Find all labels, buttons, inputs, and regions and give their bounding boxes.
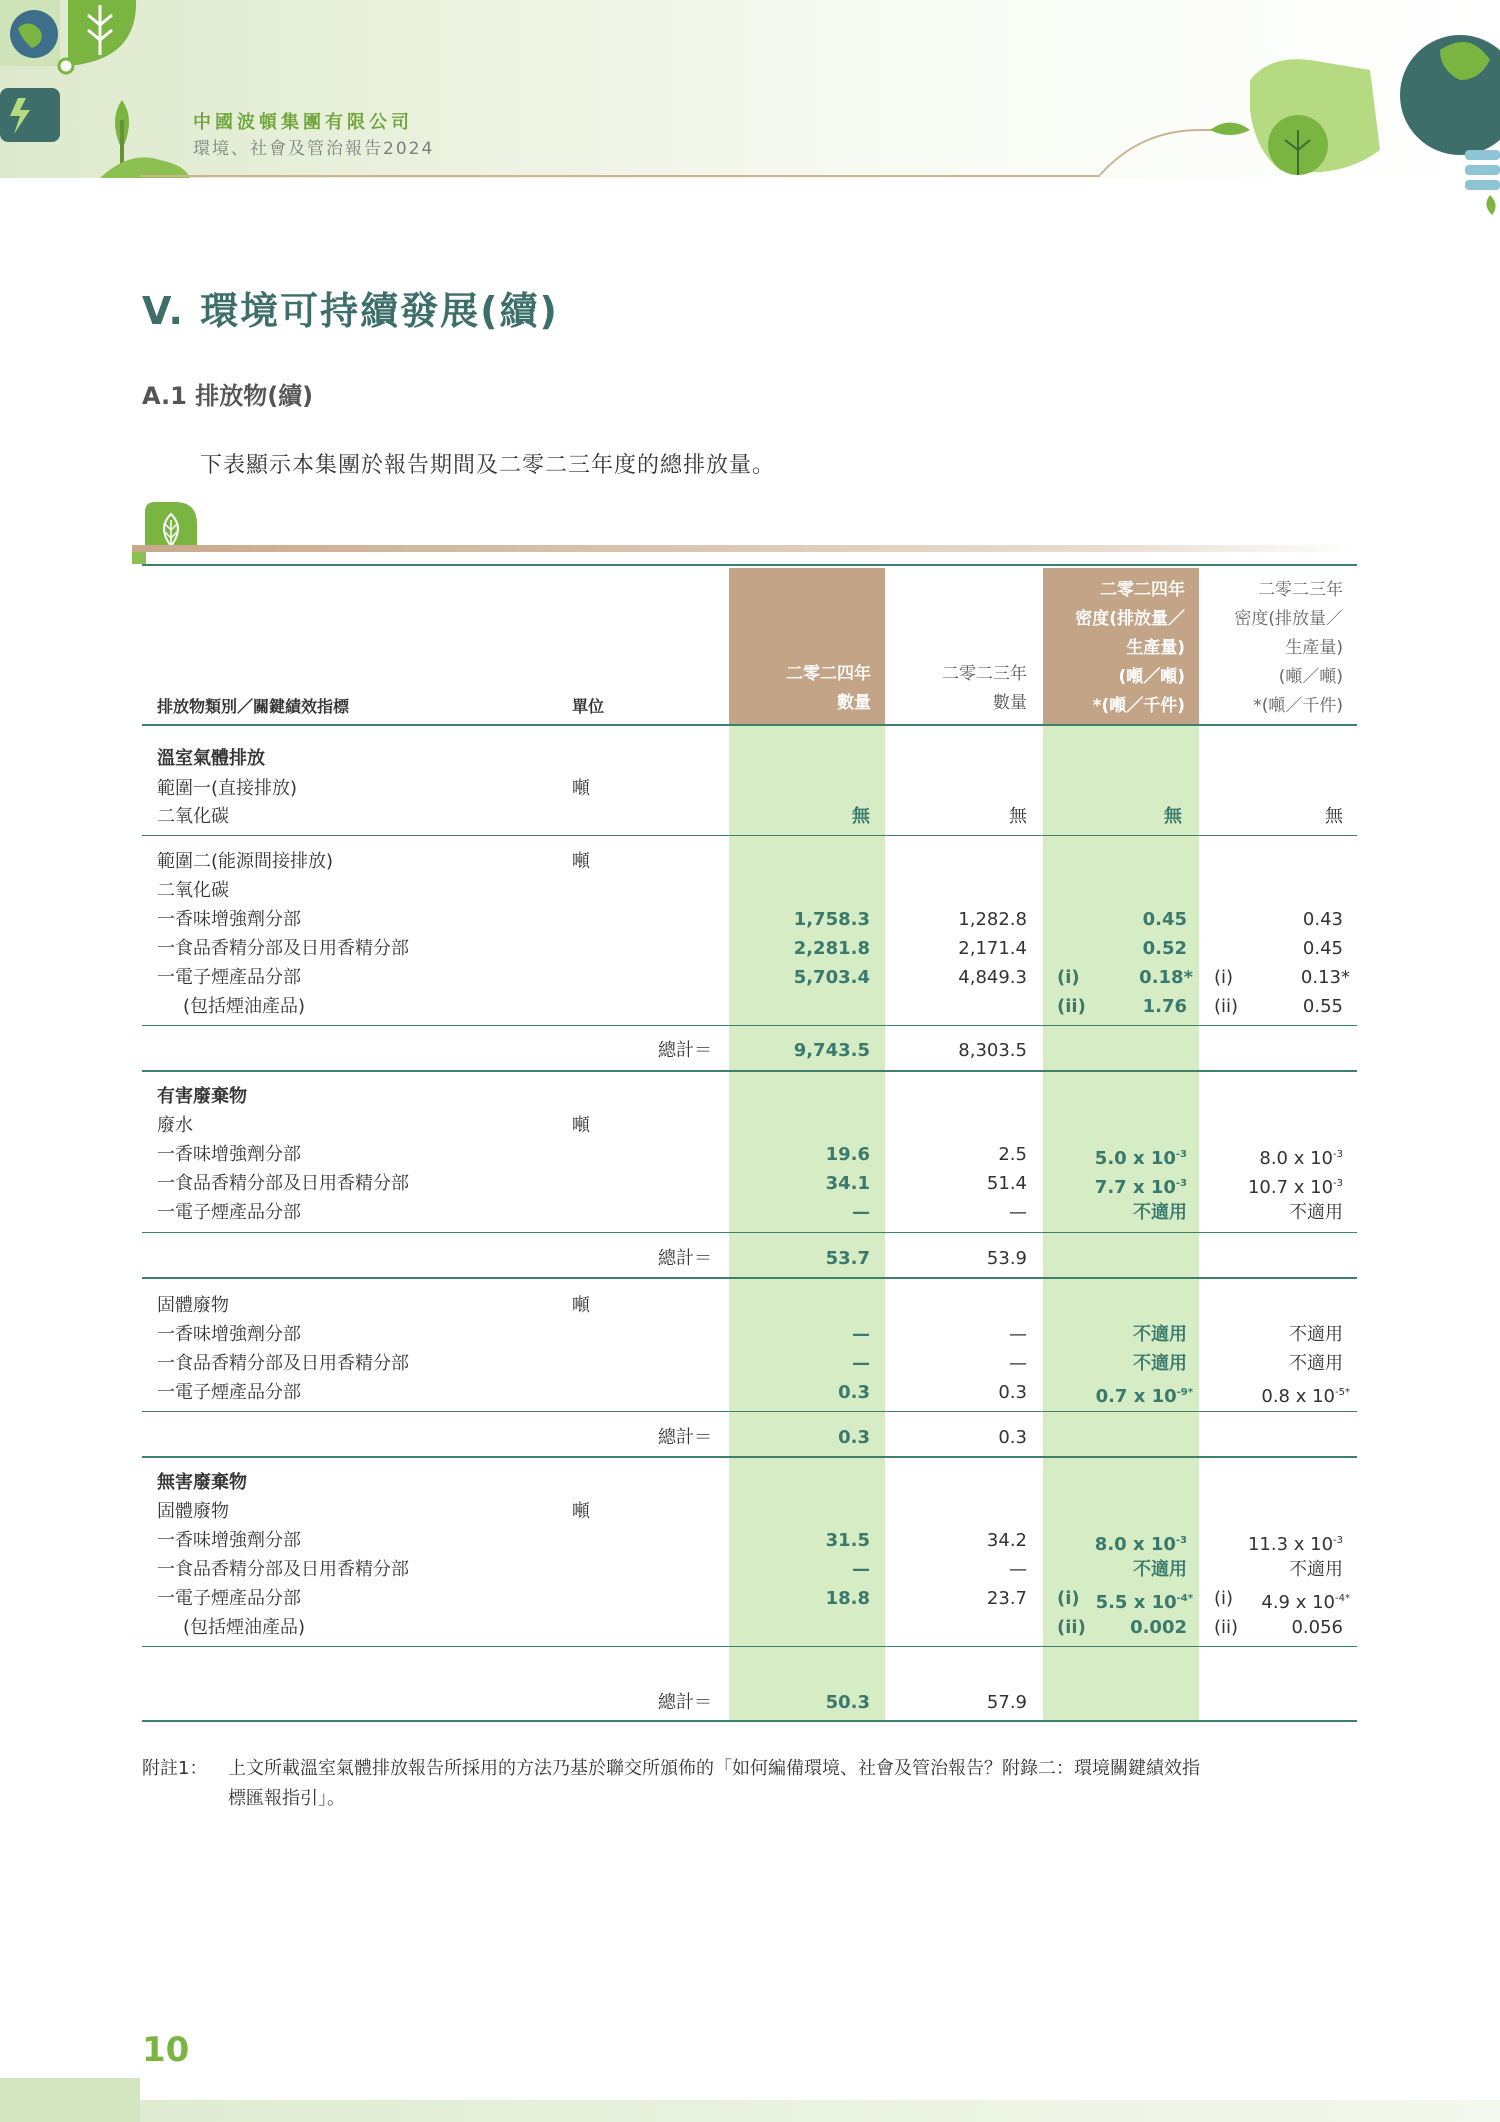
nhw-d2023-mark-ii: (ii): [1214, 1617, 1239, 1638]
hw-d2024-flavor: 5.0 x $10^{-3}$: [1094, 1148, 1187, 1169]
header-unit: 單位: [572, 697, 605, 716]
scope2-d2023-mark-ii: (ii): [1214, 996, 1239, 1017]
page-number: 10: [142, 2030, 190, 2070]
scope1-label: 範圍一(直接排放): [157, 778, 298, 799]
scope2-q2024-ecig: 5,703.4: [793, 967, 870, 988]
header-q2024: 二零二四年 數量: [786, 664, 871, 713]
nhw-d2024-food: 不適用: [1133, 1559, 1187, 1580]
ghg-title: 溫室氣體排放: [157, 748, 265, 769]
scope2-d2024-food: 0.52: [1142, 938, 1187, 959]
sw-q2023-food: —: [1009, 1353, 1027, 1374]
scope2-ecig-sub: (包括煙油產品): [183, 996, 306, 1017]
scope1-d2024: 無: [1164, 806, 1182, 827]
scope1-unit: 噸: [572, 778, 590, 799]
nhw-total-2023: 57.9: [986, 1692, 1027, 1713]
sw-q2024-ecig: 0.3: [838, 1382, 870, 1403]
scope2-q2023-food: 2,171.4: [958, 938, 1027, 959]
hw-q2024-food: 34.1: [825, 1173, 870, 1194]
row-rule: [142, 1232, 1357, 1233]
footer-accent: [0, 2078, 140, 2122]
scope2-q2024-food: 2,281.8: [793, 938, 870, 959]
footer-bar: [140, 2100, 1500, 2122]
sw-q2024-flavor: —: [852, 1324, 870, 1345]
nhw-total-label: 總計＝: [658, 1692, 712, 1713]
sw-d2023-food: 不適用: [1289, 1353, 1343, 1374]
report-title: 環境、社會及管治報告2024: [193, 139, 435, 159]
sw-q2023-ecig: 0.3: [998, 1382, 1027, 1403]
hw-total-2023: 53.9: [986, 1248, 1027, 1269]
nhw-ecig-sub: (包括煙油產品): [183, 1617, 306, 1638]
subsection-title: A.1 排放物(續): [142, 382, 314, 410]
sw-d2024-ecig: 0.7 x $10^{-9*}$: [1095, 1386, 1193, 1407]
header-rule: [142, 724, 1357, 726]
row-rule: [142, 1025, 1357, 1026]
table-top-bar: [132, 545, 1357, 552]
hw-d2023-ecig: 不適用: [1289, 1202, 1343, 1223]
hw-q2023-ecig: —: [1009, 1202, 1027, 1223]
hw-q2023-food: 51.4: [986, 1173, 1027, 1194]
nhw-d2023-ecig-ii: 0.056: [1291, 1617, 1343, 1638]
scope1-q2024: 無: [852, 806, 870, 827]
sw-total-2023: 0.3: [998, 1427, 1027, 1448]
section-title: V. 環境可持續發展(續): [142, 289, 559, 333]
footnote-text: 上文所載溫室氣體排放報告所採用的方法乃基於聯交所頒佈的「如何編備環境、社會及管治報告？附錄二：環境關鍵績效指 標匯報指引」。: [228, 1758, 1200, 1809]
scope1-q2023: 無: [1009, 806, 1027, 827]
scope2-flavor: 一香味增強劑分部: [157, 909, 301, 930]
header-category: 排放物類別／關鍵績效指標: [157, 697, 350, 716]
header-q2023: 二零二三年 數量: [942, 664, 1027, 713]
scope2-d2023-flavor: 0.43: [1302, 909, 1343, 930]
scope1-d2023: 無: [1325, 806, 1343, 827]
scope2-d2024-ecig-i: 0.18*: [1139, 967, 1193, 988]
nhw-d2024-ecig-i: 5.5 x $10^{-4*}$: [1095, 1592, 1193, 1613]
scope2-d2024-flavor: 0.45: [1142, 909, 1187, 930]
company-name: 中國波頓集團有限公司: [193, 112, 413, 133]
sw-total-label: 總計＝: [658, 1427, 712, 1448]
hand-leaf-bulb-decoration: [1080, 0, 1500, 215]
nhw-title: 無害廢棄物: [157, 1472, 247, 1493]
leaf-globe-decoration: [0, 0, 200, 178]
nhw-d2023-ecig-i: 4.9 x $10^{-4*}$: [1261, 1592, 1350, 1613]
nhw-food: 一食品香精分部及日用香精分部: [157, 1559, 409, 1580]
hw-total-2024: 53.7: [825, 1248, 870, 1269]
nhw-q2023-flavor: 34.2: [986, 1530, 1027, 1551]
nhw-q2024-ecig: 18.8: [825, 1588, 870, 1609]
solid-unit: 噸: [572, 1295, 590, 1316]
scope2-ecig: 一電子煙產品分部: [157, 967, 301, 988]
section-rule: [142, 1456, 1357, 1458]
section-rule: [142, 1277, 1357, 1279]
nhw-solid-label: 固體廢物: [157, 1501, 229, 1522]
table-top-accent: [132, 552, 146, 564]
intro-paragraph: 下表顯示本集團於報告期間及二零二三年度的總排放量。: [200, 453, 776, 478]
scope2-total-label: 總計＝: [658, 1040, 712, 1061]
row-rule: [142, 1411, 1357, 1412]
scope2-d2023-food: 0.45: [1302, 938, 1343, 959]
scope2-total-2023: 8,303.5: [958, 1040, 1027, 1061]
scope2-d2024-ecig-ii: 1.76: [1142, 996, 1187, 1017]
scope2-d2024-mark-ii: (ii): [1057, 996, 1086, 1017]
nhw-d2023-flavor: 11.3 x $10^{-3}$: [1247, 1534, 1343, 1555]
sw-food: 一食品香精分部及日用香精分部: [157, 1353, 409, 1374]
scope2-label: 範圍二(能源間接排放): [157, 851, 334, 872]
header-d2023: 二零二三年 密度(排放量／ 生產量) (噸／噸) *(噸／千件): [1234, 580, 1343, 716]
hw-food: 一食品香精分部及日用香精分部: [157, 1173, 409, 1194]
nhw-ecig: 一電子煙產品分部: [157, 1588, 301, 1609]
header-d2024: 二零二四年 密度(排放量／ 生產量) (噸／噸) *(噸／千件): [1075, 580, 1185, 716]
hw-d2023-flavor: 8.0 x $10^{-3}$: [1259, 1148, 1343, 1169]
hw-ecig: 一電子煙產品分部: [157, 1202, 301, 1223]
nhw-total-2024: 50.3: [825, 1692, 870, 1713]
nhw-d2024-mark-i: (i): [1057, 1588, 1080, 1609]
sw-q2024-food: —: [852, 1353, 870, 1374]
hw-total-label: 總計＝: [658, 1248, 712, 1269]
nhw-d2024-ecig-ii: 0.002: [1130, 1617, 1187, 1638]
scope2-q2024-flavor: 1,758.3: [793, 909, 870, 930]
nhw-q2023-ecig: 23.7: [986, 1588, 1027, 1609]
scope2-q2023-flavor: 1,282.8: [958, 909, 1027, 930]
row-rule: [142, 1646, 1357, 1647]
footnote-label: 附註1：: [142, 1758, 208, 1779]
hw-q2024-ecig: —: [852, 1202, 870, 1223]
nhw-q2024-flavor: 31.5: [825, 1530, 870, 1551]
sw-total-2024: 0.3: [838, 1427, 870, 1448]
wastewater-label: 廢水: [157, 1115, 193, 1136]
scope1-co2: 二氧化碳: [157, 806, 229, 827]
scope2-d2024-mark-i: (i): [1057, 967, 1080, 988]
hw-d2023-food: 10.7 x $10^{-3}$: [1247, 1177, 1343, 1198]
scope2-total-2024: 9,743.5: [793, 1040, 870, 1061]
scope2-unit: 噸: [572, 851, 590, 872]
scope2-d2023-ecig-ii: 0.55: [1302, 996, 1343, 1017]
sw-flavor: 一香味增強劑分部: [157, 1324, 301, 1345]
sw-q2023-flavor: —: [1009, 1324, 1027, 1345]
scope2-food: 一食品香精分部及日用香精分部: [157, 938, 409, 959]
sw-d2023-flavor: 不適用: [1289, 1324, 1343, 1345]
table-top-rule: [142, 564, 1357, 566]
header-rule: [140, 175, 1100, 177]
sw-d2024-food: 不適用: [1133, 1353, 1187, 1374]
wastewater-unit: 噸: [572, 1115, 590, 1136]
sw-d2023-ecig: 0.8 x $10^{-5*}$: [1261, 1386, 1350, 1407]
nhw-d2024-mark-ii: (ii): [1057, 1617, 1086, 1638]
nhw-q2024-food: —: [852, 1559, 870, 1580]
table-bottom-rule: [142, 1720, 1357, 1722]
section-rule: [142, 1070, 1357, 1072]
scope2-q2023-ecig: 4,849.3: [958, 967, 1027, 988]
scope2-d2023-mark-i: (i): [1214, 967, 1234, 988]
nhw-unit: 噸: [572, 1501, 590, 1522]
nhw-q2023-food: —: [1009, 1559, 1027, 1580]
solid-label: 固體廢物: [157, 1295, 229, 1316]
row-rule: [142, 835, 1357, 836]
hw-flavor: 一香味增強劑分部: [157, 1144, 301, 1165]
nhw-d2023-mark-i: (i): [1214, 1588, 1234, 1609]
hw-d2024-food: 7.7 x $10^{-3}$: [1094, 1177, 1187, 1198]
sw-ecig: 一電子煙產品分部: [157, 1382, 301, 1403]
nhw-d2023-food: 不適用: [1289, 1559, 1343, 1580]
hw-q2023-flavor: 2.5: [998, 1144, 1027, 1165]
nhw-flavor: 一香味增強劑分部: [157, 1530, 301, 1551]
hw-q2024-flavor: 19.6: [825, 1144, 870, 1165]
hw-d2024-ecig: 不適用: [1133, 1202, 1187, 1223]
scope2-co2: 二氧化碳: [157, 880, 229, 901]
scope2-d2023-ecig-i: 0.13*: [1300, 967, 1350, 988]
sw-d2024-flavor: 不適用: [1133, 1324, 1187, 1345]
nhw-d2024-flavor: 8.0 x $10^{-3}$: [1094, 1534, 1187, 1555]
hw-title: 有害廢棄物: [157, 1086, 247, 1107]
